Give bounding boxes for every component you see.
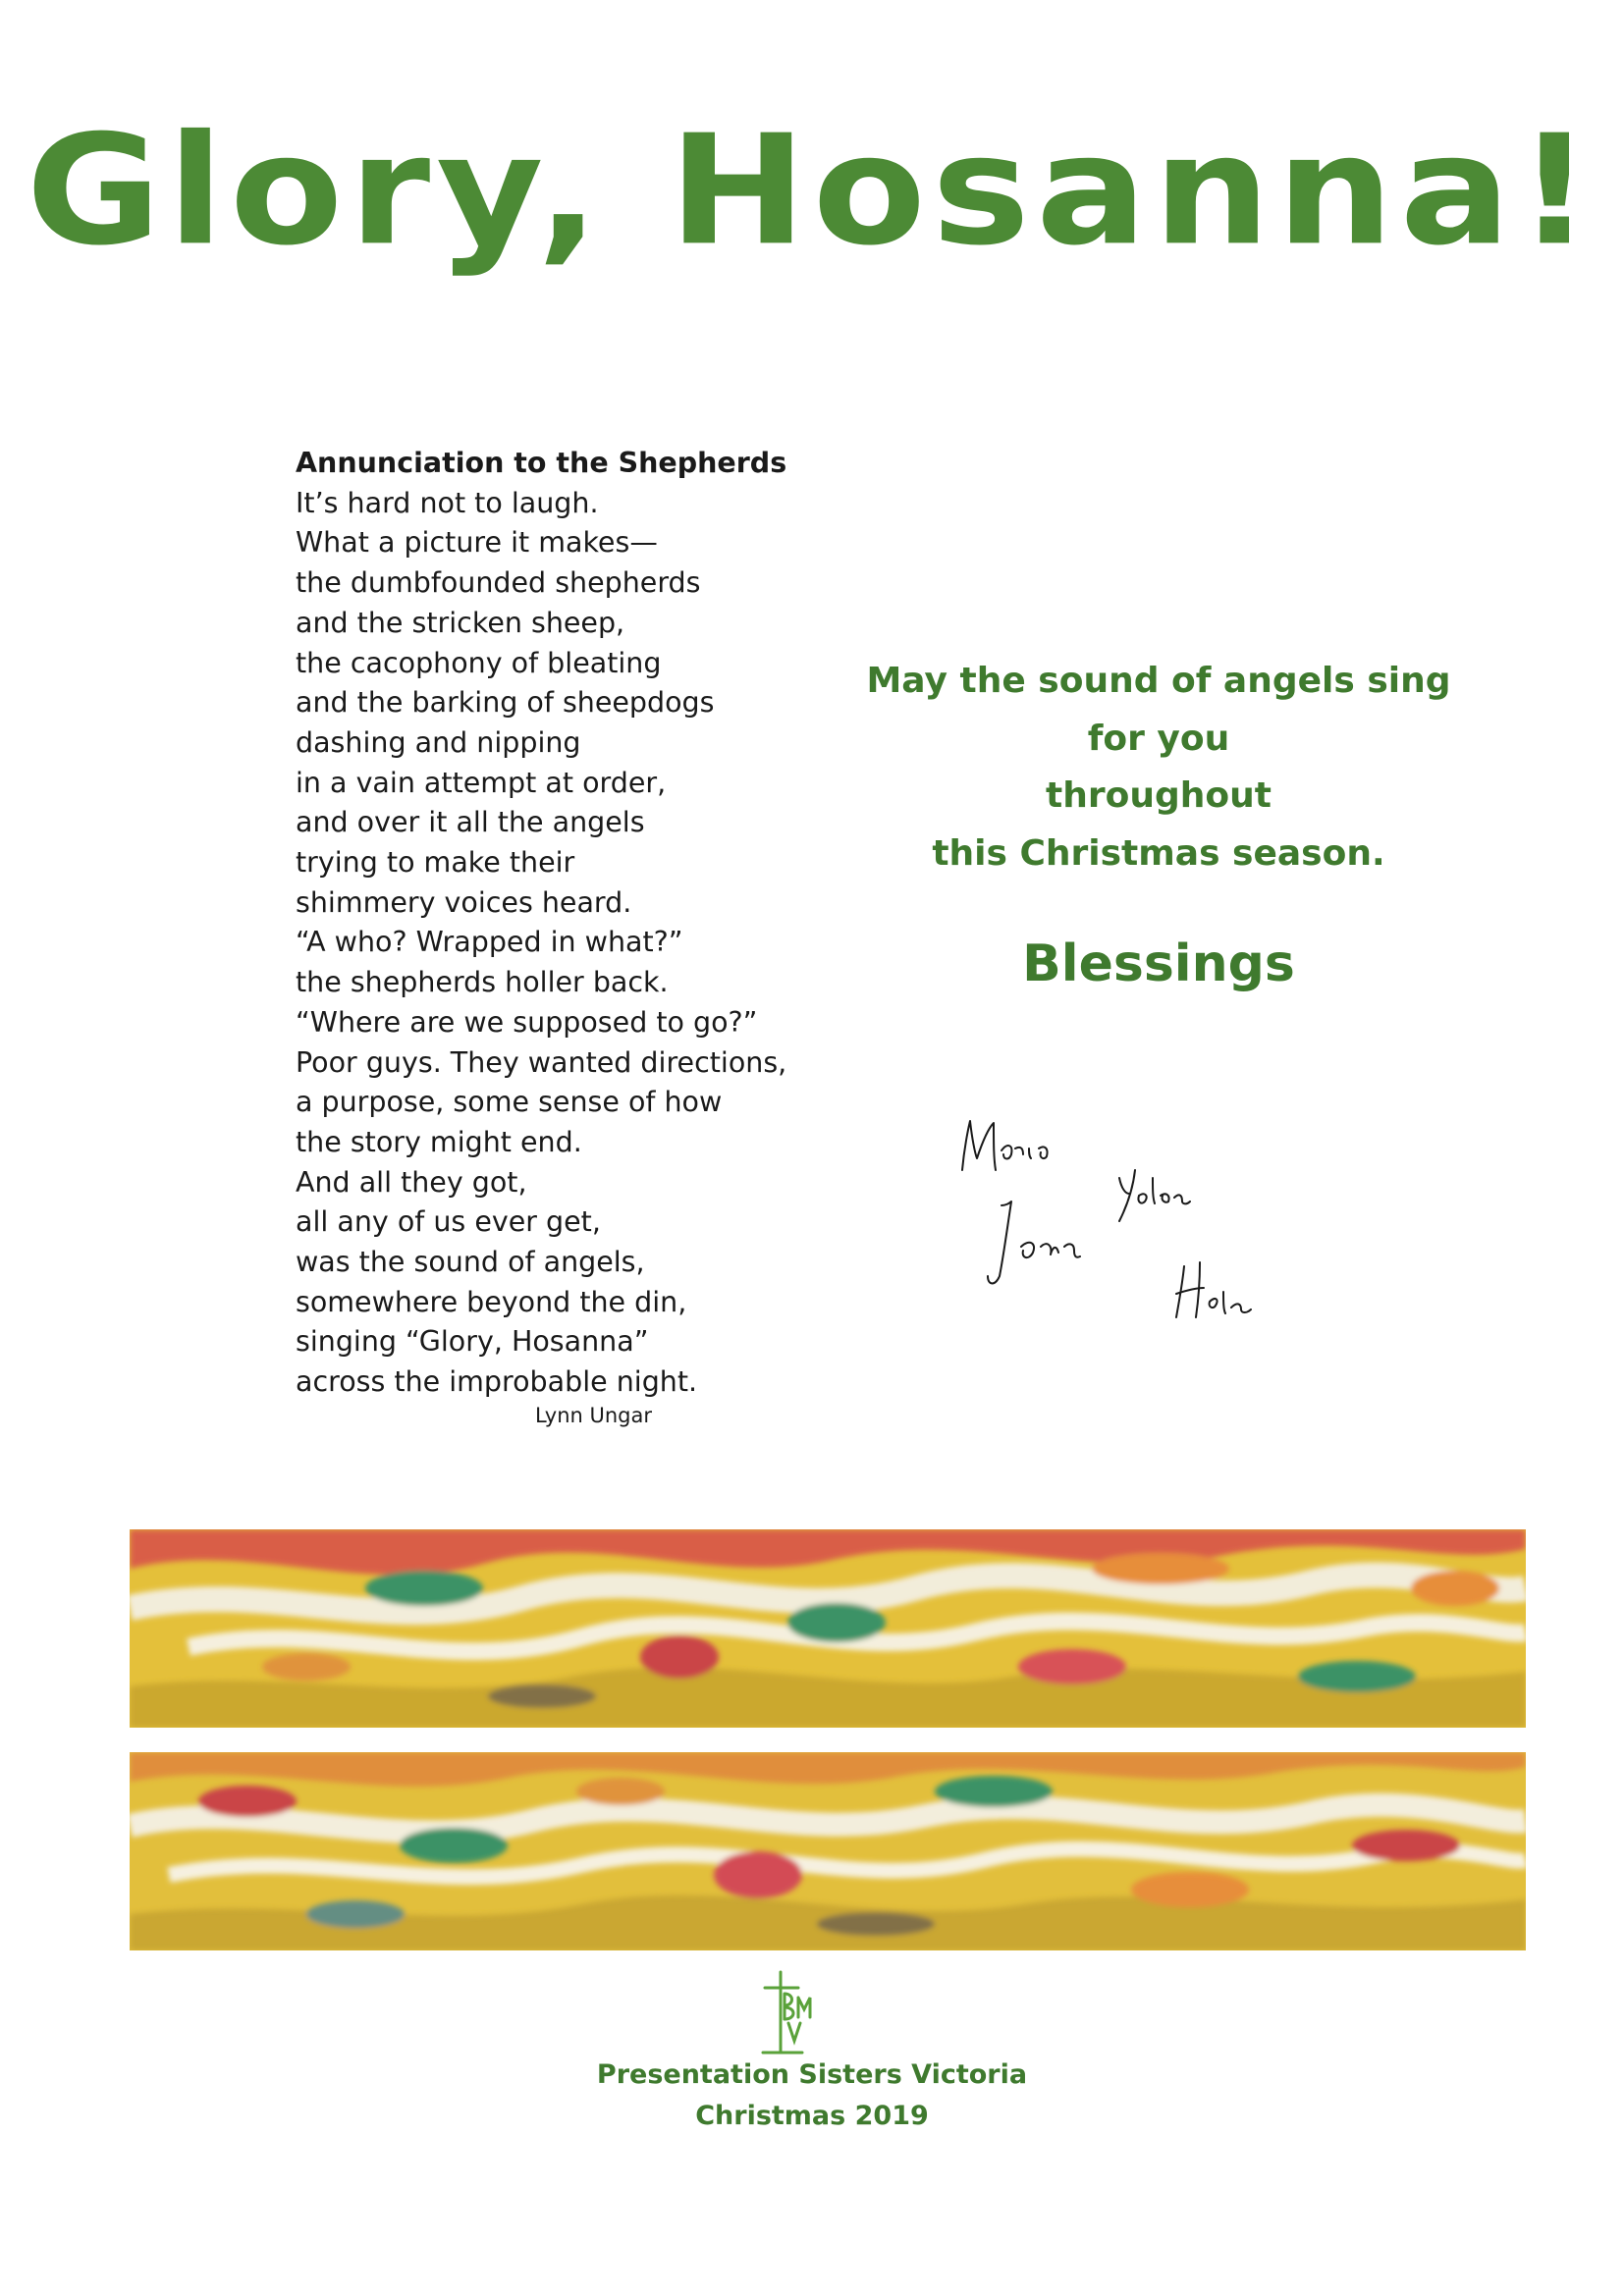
- blessing-line: May the sound of angels sing: [866, 661, 1451, 701]
- blessings-closing: Blessings: [1022, 934, 1295, 993]
- signature-maria: [962, 1121, 1048, 1170]
- poem-line: “A who? Wrapped in what?”: [296, 926, 683, 959]
- poem-line: across the improbable night.: [296, 1365, 698, 1399]
- poem-line: What a picture it makes—: [296, 526, 658, 560]
- blessing-message: [864, 653, 1453, 882]
- poem-line: and over it all the angels: [296, 806, 645, 839]
- poem-line: singing “Glory, Hosanna”: [296, 1325, 649, 1359]
- poem-line: and the stricken sheep,: [296, 606, 625, 639]
- page-title: Glory, Hosanna!: [26, 101, 1598, 280]
- poem-line: and the barking of sheepdogs: [296, 686, 715, 720]
- poem-line: shimmery voices heard.: [296, 885, 632, 919]
- footer-occasion: Christmas 2019: [695, 2101, 929, 2131]
- signature-yolan: [1119, 1170, 1190, 1221]
- poem-author: Lynn Ungar: [535, 1404, 653, 1427]
- poem-line: Poor guys. They wanted directions,: [296, 1045, 787, 1079]
- signature-joan: [988, 1201, 1080, 1284]
- signature-helen: [1176, 1262, 1251, 1317]
- handwritten-signatures: [943, 1099, 1296, 1325]
- abstract-painting-banner-1: [130, 1529, 1526, 1728]
- footer-organization: Presentation Sisters Victoria: [596, 2059, 1028, 2090]
- poem-line: in a vain attempt at order,: [296, 766, 667, 799]
- poem-line: trying to make their: [296, 846, 575, 880]
- poem-line: And all they got,: [296, 1165, 527, 1199]
- blessing-line: throughout: [1046, 775, 1272, 816]
- poem-line: was the sound of angels,: [296, 1246, 645, 1279]
- poem-line: the cacophony of bleating: [296, 646, 662, 679]
- pbvm-cross-logo-icon: [759, 1968, 818, 2056]
- poem-line: It’s hard not to laugh.: [296, 486, 599, 519]
- abstract-painting-banner-2: [130, 1752, 1526, 1950]
- poem-line: the shepherds holler back.: [296, 966, 669, 999]
- poem-line: “Where are we supposed to go?”: [296, 1005, 758, 1039]
- poem-line: a purpose, some sense of how: [296, 1086, 723, 1119]
- poem-title: Annunciation to the Shepherds: [296, 447, 787, 479]
- blessing-line: this Christmas season.: [932, 832, 1385, 874]
- poem-line: dashing and nipping: [296, 725, 581, 759]
- poem: [296, 444, 806, 1403]
- poem-line: all any of us ever get,: [296, 1205, 601, 1239]
- blessing-line: for you: [1087, 718, 1230, 759]
- poem-line: somewhere beyond the din,: [296, 1285, 687, 1318]
- poem-line: the story might end.: [296, 1125, 582, 1158]
- poem-line: the dumbfounded shepherds: [296, 566, 701, 600]
